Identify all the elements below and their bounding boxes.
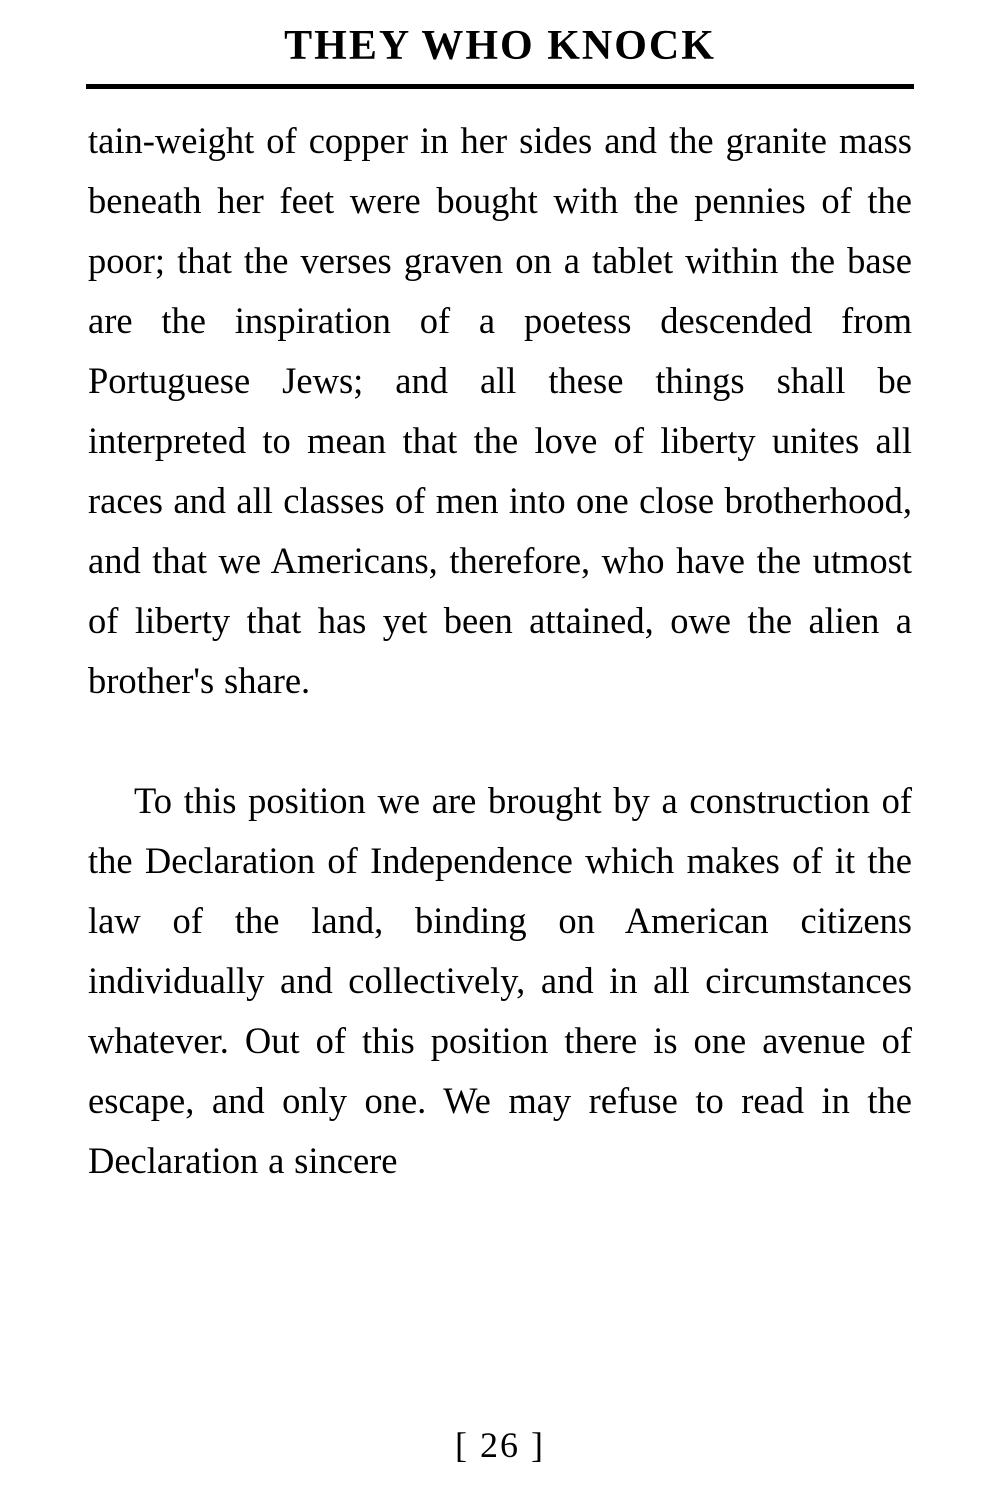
paragraph-second: To this position we are brought by a construction of the Declaration of Independence which makes of it the law of the land, binding on American citizens individually and collectively, and in all circumstances whatever. Out of this position there is one avenue of escape, and only one. We may refuse to read in the Declaration a sincere	[88, 780, 912, 1181]
book-page	[0, 22, 1000, 1506]
page-title: THEY WHO KNOCK	[284, 23, 716, 69]
page-number: [ 26 ]	[455, 1425, 545, 1465]
page-body	[88, 89, 912, 1191]
paragraph-continued: tain-weight of copper in her sides and the granite mass beneath her feet were bought with the pennies of the poor; that the verses graven on a tablet within the base are the inspiration of a poetess descended from Portuguese Jews; and all these things shall be interpreted to mean that the love of liberty unites all races and all classes of men into one close brotherhood, and that we Americans, therefore, who have the utmost of liberty that has yet been attained, owe the alien a brother's share.	[88, 120, 912, 701]
